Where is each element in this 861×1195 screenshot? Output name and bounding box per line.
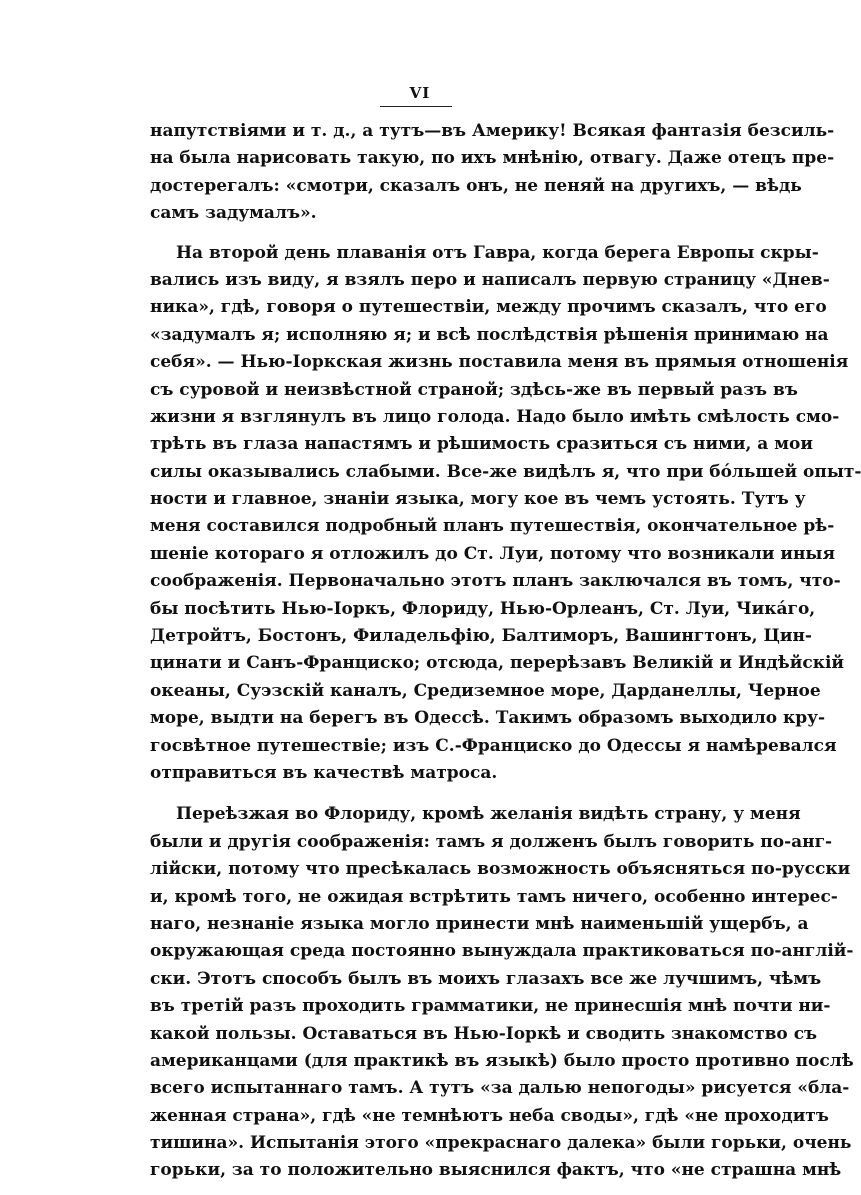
body-text xyxy=(150,118,861,1195)
text-line: и, кромѣ того, не ожидая встрѣтить тамъ ничего, особенно интерес- xyxy=(150,886,838,907)
text-line: соображенія. Первоначально этотъ планъ заключался въ томъ, что- xyxy=(150,571,841,592)
text-line: самъ задумалъ». xyxy=(150,203,317,224)
text-line: съ суровой и неизвѣстной страной; здѣсь-же въ первый разъ въ xyxy=(150,379,798,400)
text-line: наго, незнаніе языка могло принести мнѣ наименьшій ущербъ, а xyxy=(150,913,809,934)
text-line: американцами (для практикѣ въ языкѣ) было просто противно послѣ xyxy=(150,1050,854,1071)
text-line: силы оказывались слабыми. Все-же видѣлъ я, что при бóльшей опыт- xyxy=(150,461,861,482)
text-line: горьки, за то положительно выяснился фактъ, что «не страшна мнѣ xyxy=(150,1160,842,1181)
text-line: жизни я взглянулъ въ лицо голода. Надо было имѣть смѣлость смо- xyxy=(150,406,840,427)
text-line: отправиться въ качествѣ матроса. xyxy=(150,762,498,783)
text-line: на была нарисовать такую, по ихъ мнѣнію, отвагу. Даже отецъ пре- xyxy=(150,148,835,169)
text-line: Переѣзжая во Флориду, кромѣ желанія видѣть страну, у меня xyxy=(176,804,801,825)
text-line: трѣть въ глаза напастямъ и рѣшимость сразиться съ ними, а мои xyxy=(150,434,813,455)
text-line: женная страна», гдѣ «не темнѣютъ неба своды», гдѣ «не проходитъ xyxy=(150,1105,829,1126)
text-line: достерегалъ: «смотри, сказалъ онъ, не пеняй на другихъ, — вѣдь xyxy=(150,175,802,196)
text-line: море, выдти на берегъ въ Одессѣ. Такимъ образомъ выходило кру- xyxy=(150,708,826,729)
text-line: какой пользы. Оставаться въ Нью-Iоркѣ и сводить знакомство съ xyxy=(150,1023,818,1044)
text-line: тишина». Испытанія этого «прекраснаго далека» были горьки, очень xyxy=(150,1133,852,1154)
text-line: бы посѣтить Нью-Iоркъ, Флориду, Нью-Орлеанъ, Ст. Луи, Чикáго, xyxy=(150,598,816,619)
text-line: лійски, потому что пресѣкалась возможность объясняться по-русски xyxy=(150,859,851,880)
text-line: «задумалъ я; исполняю я; и всѣ послѣдствія рѣшенія принимаю на xyxy=(150,324,829,345)
paragraph-2 xyxy=(150,240,861,788)
text-line: шеніе котораго я отложилъ до Ст. Луи, потому что возникали иныя xyxy=(150,543,835,564)
text-line: На второй день плаванія отъ Гавра, когда берега Европы скры- xyxy=(176,242,819,263)
text-line: себя». — Нью-Iоркская жизнь поставила меня въ прямыя отношенія xyxy=(150,352,849,373)
paragraph-3 xyxy=(150,801,854,1184)
text-line: госвѣтное путешествіе; изъ С.-Франциско до Одессы я намѣревался xyxy=(150,735,837,756)
text-line: въ третій разъ проходить грамматики, не принесшія мнѣ почти ни- xyxy=(150,996,831,1017)
text-line: окружающая среда постоянно вынуждала практиковаться по-англій- xyxy=(150,941,854,962)
text-line: вались изъ виду, я взялъ перо и написалъ первую страницу «Днев- xyxy=(150,269,830,290)
text-line: ности и главное, знаніи языка, могу кое въ чемъ устоять. Тутъ у xyxy=(150,489,806,510)
text-line: океаны, Суэзскій каналъ, Средиземное море, Дарданеллы, Черное xyxy=(150,680,821,701)
text-line: всего испытаннаго тамъ. А тутъ «за далью непогоды» рисуется «бла- xyxy=(150,1078,850,1099)
page-number: VI xyxy=(409,84,431,102)
text-line: были и другія соображенія: тамъ я долженъ былъ говорить по-анг- xyxy=(150,831,833,852)
header-rule xyxy=(380,106,452,107)
text-line: ски. Этотъ способъ былъ въ моихъ глазахъ все же лучшимъ, чѣмъ xyxy=(150,968,822,989)
text-line: Детройтъ, Бостонъ, Филадельфію, Балтиморъ, Вашингтонъ, Цин- xyxy=(150,626,812,647)
text-line: цинати и Санъ-Франциско; отсюда, перерѣзавъ Великій и Индѣйскій xyxy=(150,653,845,674)
text-line: меня составился подробный планъ путешествія, окончательное рѣ- xyxy=(150,516,835,537)
text-line: напутствіями и т. д., а тутъ—въ Америку! Всякая фантазія безсиль- xyxy=(150,121,835,141)
paragraph-1 xyxy=(150,118,835,228)
text-line: ника», гдѣ, говоря о путешествіи, между прочимъ сказалъ, что его xyxy=(150,297,827,318)
